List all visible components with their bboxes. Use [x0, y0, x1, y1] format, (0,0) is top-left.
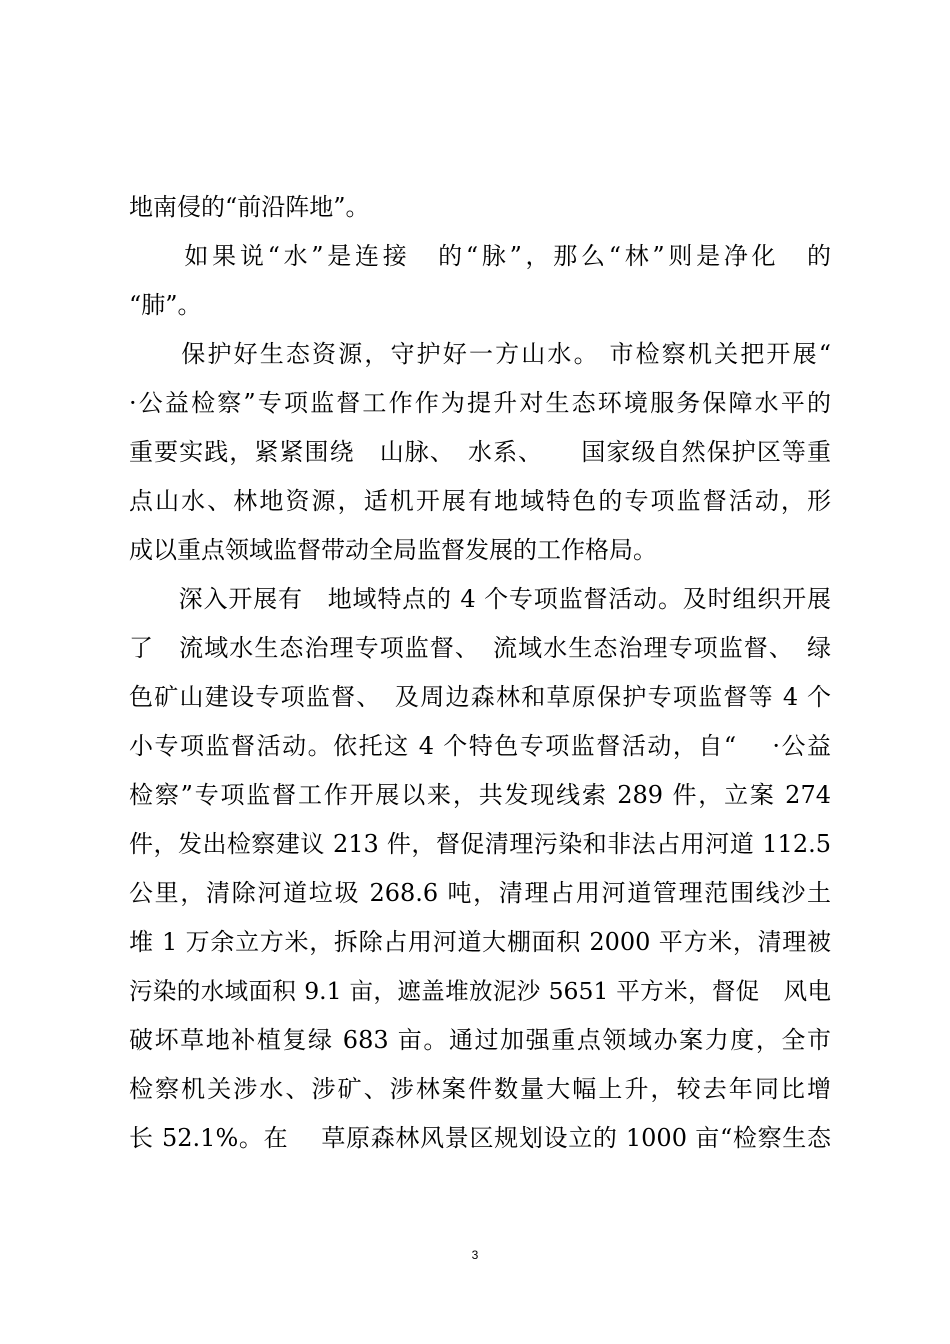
text-line-10: 了 流域水生态治理专项监督、 流域水生态治理专项监督、 绿 — [129, 634, 831, 662]
text-line-7: 点山水、林地资源，适机开展有地域特色的专项监督活动，形 — [129, 487, 831, 515]
text-line-5: ·公益检察”专项监督工作作为提升对生态环境服务保障水平的 — [129, 389, 831, 417]
text-line-2: 如果说“水”是连接 的“脉”，那么“林”则是净化 的 — [129, 242, 831, 270]
text-line-11: 色矿山建设专项监督、 及周边森林和草原保护专项监督等 4 个 — [129, 683, 831, 711]
text-line-16: 堆 1 万余立方米，拆除占用河道大棚面积 2000 平方米，清理被 — [129, 928, 831, 956]
text-line-20: 长 52.1%。在 草原森林风景区规划设立的 1000 亩“检察生态 — [129, 1124, 831, 1152]
text-line-15: 公里，清除河道垃圾 268.6 吨，清理占用河道管理范围线沙土 — [129, 879, 831, 907]
text-line-6: 重要实践，紧紧围绕 山脉、 水系、 国家级自然保护区等重 — [129, 438, 831, 466]
text-line-8: 成以重点领域监督带动全局监督发展的工作格局。 — [129, 536, 657, 564]
text-line-3: “肺”。 — [129, 291, 202, 319]
text-line-1: 地南侵的“前沿阵地”。 — [129, 193, 370, 221]
text-line-9: 深入开展有 地域特点的 4 个专项监督活动。及时组织开展 — [129, 585, 831, 613]
text-line-17: 污染的水域面积 9.1 亩，遮盖堆放泥沙 5651 平方米，督促 风电 — [129, 977, 831, 1005]
text-line-13: 检察”专项监督工作开展以来，共发现线索 289 件，立案 274 — [129, 781, 831, 809]
text-line-19: 检察机关涉水、涉矿、涉林案件数量大幅上升，较去年同比增 — [129, 1075, 831, 1103]
text-line-18: 破坏草地补植复绿 683 亩。通过加强重点领域办案力度，全市 — [129, 1026, 831, 1054]
page-number: 3 — [471, 1248, 479, 1262]
text-line-4: 保护好生态资源，守护好一方山水。 市检察机关把开展“ — [129, 340, 831, 368]
text-line-12: 小专项监督活动。依托这 4 个特色专项监督活动，自“ ·公益 — [129, 732, 831, 760]
text-line-14: 件，发出检察建议 213 件，督促清理污染和非法占用河道 112.5 — [129, 830, 831, 858]
